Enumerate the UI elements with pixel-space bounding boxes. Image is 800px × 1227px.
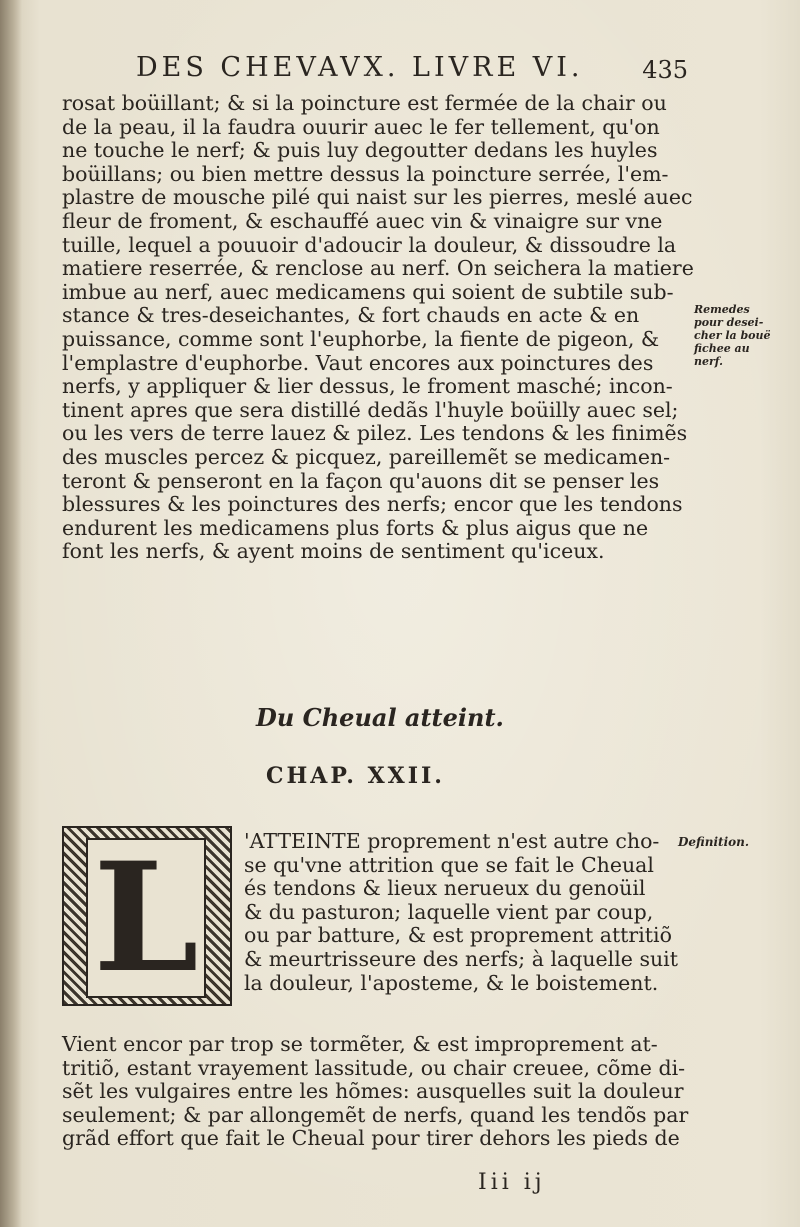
margin-note-line: Remedes <box>694 303 750 316</box>
text-line: stance & tres-deseichantes, & fort chauds en acte & en <box>62 303 640 328</box>
text-line: & du pasturon; laquelle vient par coup, <box>244 899 654 924</box>
text-line: tritiõ, estant vrayement lassitude, ou chair creuee, cõme di- <box>62 1055 686 1080</box>
text-line: des muscles percez & picquez, pareillemẽt se medicamen- <box>62 444 671 469</box>
page-binding-shadow <box>0 0 22 1227</box>
margin-note-remedes <box>694 303 774 368</box>
text-line: tinent apres que sera distillé dedãs l'huyle boüilly auec sel; <box>62 397 679 422</box>
text-line: font les nerfs, & ayent moins de sentiment qu'iceux. <box>62 539 605 564</box>
chapter-text-beside-initial <box>244 830 686 995</box>
chapter-label: CHAP. XXII. <box>266 763 445 789</box>
chapter-text-full-width <box>62 1032 689 1151</box>
margin-note-line: nerf. <box>694 355 723 368</box>
text-line: & meurtrisseure des nerfs; à laquelle suit <box>244 946 678 971</box>
text-line: blessures & les poinctures des nerfs; encor que les tendons <box>62 492 683 517</box>
text-line: grãd effort que fait le Cheual pour tirer dehors les pieds de <box>62 1126 680 1151</box>
text-line: ou les vers de terre lauez & pilez. Les tendons & les finimẽs <box>62 421 688 446</box>
text-line: matiere reserrée, & renclose au nerf. On seichera la matiere <box>62 256 694 281</box>
text-line: se qu'vne attrition que se fait le Cheual <box>244 852 654 877</box>
text-line: plastre de mousche pilé qui naist sur les pierres, meslé auec <box>62 185 693 210</box>
text-line: puissance, comme sont l'euphorbe, la fiente de pigeon, & <box>62 326 660 351</box>
text-line: ou par batture, & est proprement attritiõ <box>244 923 672 948</box>
page-number: 435 <box>642 56 688 84</box>
text-line: 'ATTEINTE proprement n'est autre cho- <box>244 829 660 853</box>
text-line: rosat boüillant; & si la poincture est fermée de la chair ou <box>62 91 667 115</box>
text-line: endurent les medicamens plus forts & plus aigus que ne <box>62 515 649 540</box>
text-line: nerfs, y appliquer & lier dessus, le froment masché; incon- <box>62 374 673 399</box>
text-line: l'emplastre d'euphorbe. Vaut encores aux poinctures des <box>62 350 654 375</box>
text-line: ne touche le nerf; & puis luy degoutter dedans les huyles <box>62 138 658 163</box>
section-heading: Du Cheual atteint. <box>256 703 504 732</box>
decorated-initial <box>62 826 232 1006</box>
margin-note-line: pour desei- <box>694 316 764 329</box>
page-header <box>128 46 688 88</box>
text-line: la douleur, l'aposteme, & le boistement. <box>244 970 659 995</box>
text-line: fleur de froment, & eschauffé auec vin & vinaigre sur vne <box>62 208 663 233</box>
margin-note-definition: Definition. <box>678 835 750 849</box>
text-line: teront & penseront en la façon qu'auons dit se penser les <box>62 468 660 493</box>
text-line: tuille, lequel a pouuoir d'adoucir la douleur, & dissoudre la <box>62 232 677 257</box>
text-line: és tendons & lieux nerueux du genoüil <box>244 876 646 901</box>
text-line: de la peau, il la faudra ouurir auec le fer tellement, qu'on <box>62 114 660 139</box>
signature-mark: Iii ij <box>478 1170 546 1195</box>
text-line: seulement; & par allongemẽt de nerfs, quand les tendõs par <box>62 1102 689 1127</box>
initial-letter: L <box>86 838 206 998</box>
text-line: boüillans; ou bien mettre dessus la poincture serrée, l'em- <box>62 161 669 186</box>
text-line: sẽt les vulgaires entre les hõmes: ausquelles suit la douleur <box>62 1079 684 1104</box>
margin-note-line: fichee au <box>694 342 750 355</box>
text-line: imbue au nerf, auec medicamens qui soient de subtile sub- <box>62 279 674 304</box>
margin-note-line: cher la bouë <box>694 329 771 342</box>
main-text-block <box>62 91 694 564</box>
text-line: Vient encor par trop se tormẽter, & est improprement at- <box>62 1032 658 1056</box>
running-head: DES CHEVAVX. LIVRE VI. <box>136 52 584 83</box>
